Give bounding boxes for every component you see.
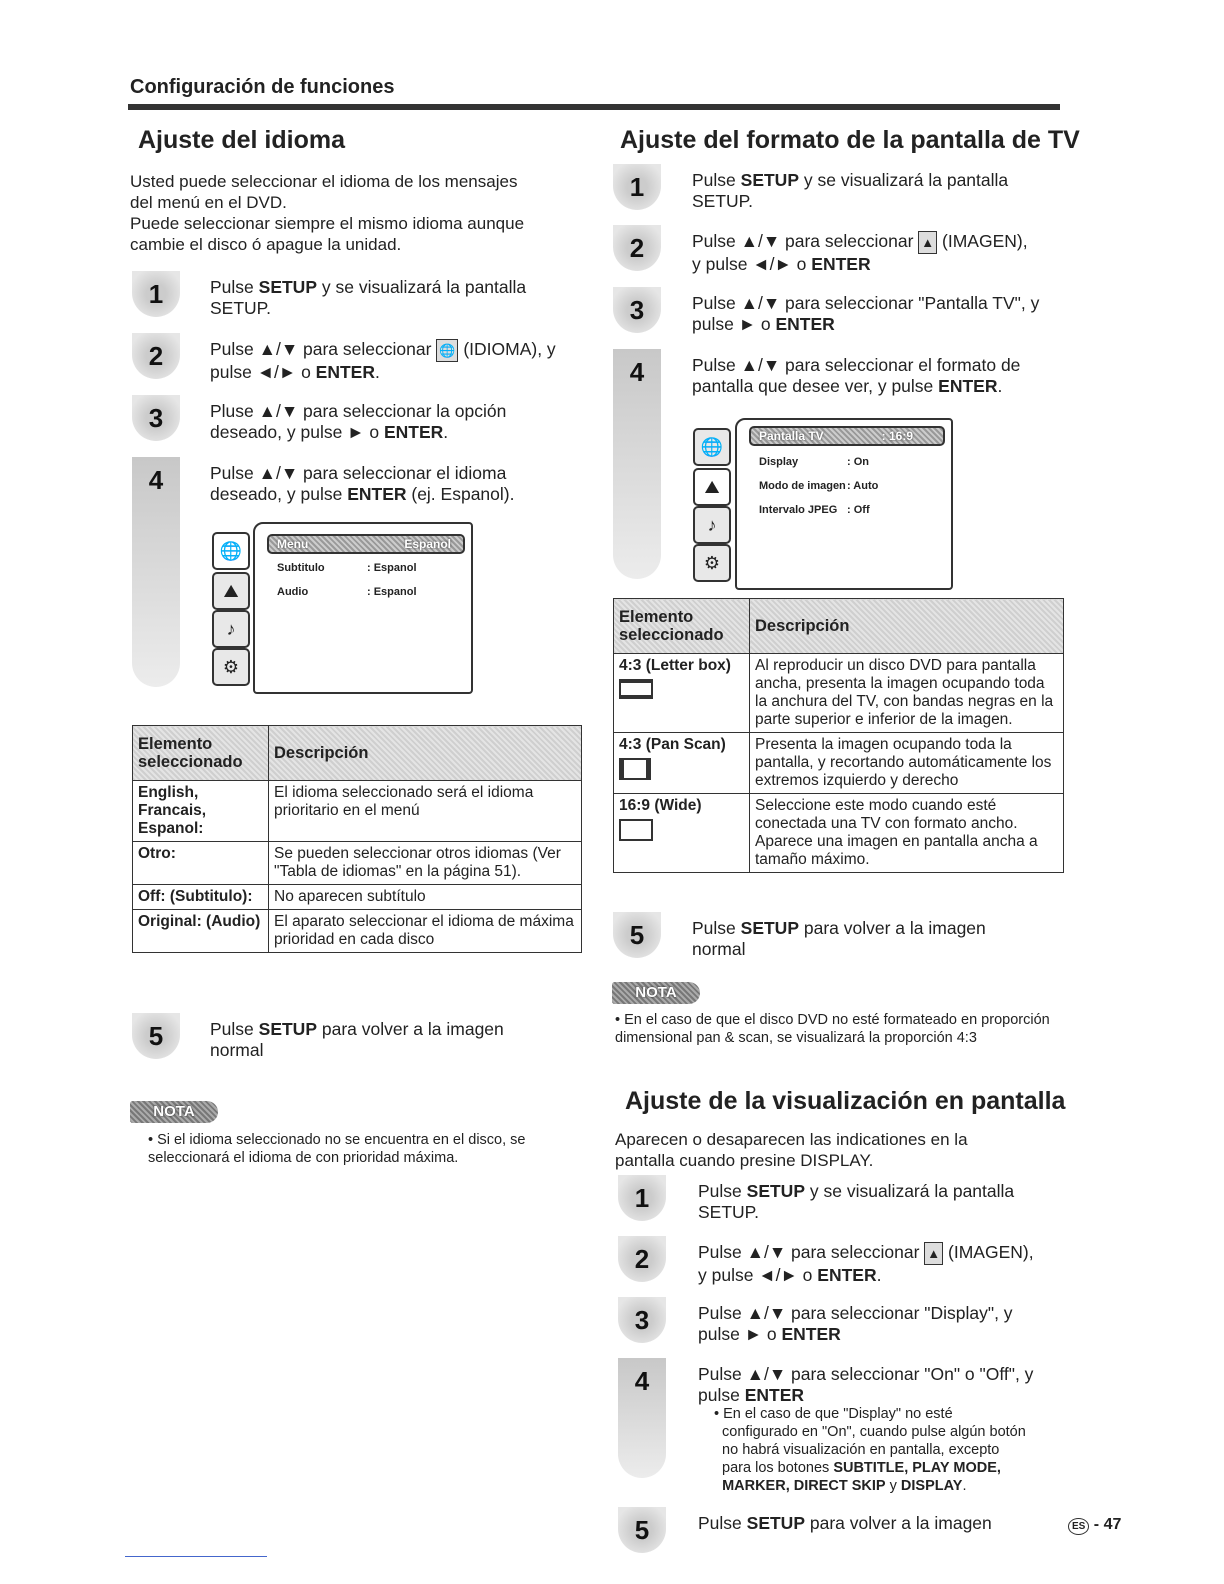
text: Pulse (698, 1513, 747, 1533)
right-title: Ajuste del formato de la pantalla de TV (620, 126, 1080, 154)
step-number-badge: 4 (613, 349, 661, 579)
text: Pulse ▲/▼ para seleccionar "Pantalla TV", y (692, 293, 1040, 313)
bold-text: ENTER (817, 1265, 877, 1285)
text: para volver a la imagen (317, 1019, 504, 1039)
step-5 (210, 1019, 504, 1061)
step-number-badge: 5 (613, 912, 661, 958)
bold-text: ENTER (383, 422, 444, 442)
left-intro (130, 171, 524, 255)
language-menu-screen (253, 522, 473, 694)
settings-tab-icon: ⚙ (693, 544, 731, 582)
text: para los botones (714, 1460, 834, 1476)
page-number-text: - 47 (1093, 1516, 1122, 1533)
text: deseado, y pulse (210, 484, 348, 504)
table-row (133, 842, 582, 885)
description-cell (750, 794, 1064, 873)
menu-bar-label: Pantalla TV (759, 429, 824, 443)
globe-tab-icon: 🌐 (436, 339, 458, 362)
step-number-badge: 2 (618, 1236, 666, 1282)
note-text: En el caso de que el disco DVD no esté formateado en proporción dimensional pan & scan, se visualizará la proporción 4:3 (615, 1012, 1050, 1046)
text: configurado en "On", cuando pulse algún botón (714, 1424, 1026, 1440)
column-header: Descripción (750, 599, 1064, 654)
audio-tab-icon: ♪ (693, 506, 731, 544)
text: pulse ► o (692, 314, 776, 334)
menu-title-bar (267, 534, 465, 554)
wide-icon (619, 819, 653, 841)
element-cell (133, 781, 269, 842)
step-line (698, 1265, 1034, 1286)
text: pulse ◄/► o (210, 362, 316, 382)
bold-text: ENTER (744, 1385, 805, 1405)
description-cell (269, 842, 582, 885)
text: (IDIOMA), y (458, 339, 556, 359)
step-line (210, 339, 556, 362)
globe-tab-icon: 🌐 (693, 428, 731, 466)
menu-title-bar (749, 426, 945, 446)
text: Pulse ▲/▼ para seleccionar el formato de (692, 355, 1021, 375)
cell-text: 4:3 (Letter box) (619, 657, 731, 674)
step-number-badge: 3 (613, 287, 661, 333)
cell-text: Otro: (138, 845, 176, 862)
step-line (714, 1441, 1026, 1459)
step-4 (692, 355, 1020, 397)
cell-text: Presenta la imagen ocupando toda la pantalla, y recortando automáticamente los extremos izquierdo y derecho (755, 736, 1052, 789)
step-line (698, 1242, 1034, 1265)
step-4 (210, 463, 514, 505)
picture-tab-icon: ⛰ (693, 468, 731, 506)
step-line (210, 463, 514, 484)
nota-badge: NOTA (612, 982, 700, 1004)
step-1 (692, 170, 1008, 212)
bold-text: ENTER (775, 314, 835, 334)
step-line (692, 314, 1039, 335)
step-2 (692, 231, 1028, 275)
text: SETUP. (692, 191, 753, 211)
text: . (374, 362, 380, 382)
page-number (1068, 1516, 1121, 1535)
cell-text: Se pueden seleccionar otros idiomas (Ver "Tabla de idiomas" en la página 51). (274, 845, 561, 880)
text: no habrá visualización en pantalla, excepto (714, 1442, 1000, 1458)
cell-text: Off: (Subtitulo): (138, 888, 253, 905)
picture-tab-icon: ▲ (924, 1242, 943, 1265)
right-note: • En el caso de que el disco DVD no esté formateado en proporción dimensional pan & scan, se visualizará la proporción 4:3 (615, 1012, 1050, 1046)
settings-tab-icon: ⚙ (212, 648, 250, 686)
step-3 (210, 401, 506, 443)
column-header: Elemento seleccionado (133, 726, 269, 781)
text: Pulse ▲/▼ para seleccionar (692, 231, 919, 251)
text: • En el caso de que "Display" no esté (714, 1406, 953, 1422)
text: Pulse ▲/▼ para seleccionar (698, 1242, 925, 1262)
table-header-row (614, 599, 1064, 654)
step-line (714, 1459, 1026, 1477)
text: . (876, 1265, 882, 1285)
bold-text: SETUP (740, 918, 799, 938)
text: . (997, 376, 1003, 396)
step-line (692, 376, 1020, 397)
column-header: Elemento seleccionado (614, 599, 750, 654)
menu-bar-value: : 16:9 (881, 429, 913, 443)
language-code-icon: ES (1068, 1518, 1089, 1535)
cell-text: El idioma seleccionado será el idioma prioritario en el menú (274, 784, 534, 819)
step-line (698, 1364, 1033, 1385)
step-line (692, 170, 1008, 191)
text: y se visualizará la pantalla (799, 170, 1009, 190)
nota-badge: NOTA (130, 1101, 218, 1123)
step-line (698, 1513, 992, 1534)
bold-text: SETUP (746, 1513, 805, 1533)
display-title: Ajuste de la visualización en pantalla (625, 1087, 1066, 1115)
text: (IMAGEN), (943, 1242, 1034, 1262)
text: SETUP. (210, 298, 271, 318)
step-line (210, 1040, 504, 1061)
step-number-badge: 2 (132, 333, 180, 379)
step-number-badge: 4 (132, 457, 180, 687)
bold-text: MARKER, DIRECT SKIP (722, 1478, 886, 1494)
step-1 (210, 277, 526, 319)
text: Pulse (692, 170, 741, 190)
step-line (698, 1385, 1033, 1406)
text: pulse (698, 1385, 745, 1405)
text: y pulse ◄/► o (692, 254, 812, 274)
text: y se visualizará la pantalla (317, 277, 527, 297)
cell-text: El aparato seleccionar el idioma de máxima prioridad en cada disco (274, 913, 574, 948)
menu-row-value: : Off (847, 504, 870, 516)
menu-bar-value: Espanol (404, 537, 451, 551)
element-cell (614, 794, 750, 873)
bold-text: SETUP (258, 277, 317, 297)
step-line (692, 918, 986, 939)
step-line (210, 277, 526, 298)
cell-text: 16:9 (Wide) (619, 797, 702, 814)
step-line (210, 401, 506, 422)
panscan-icon (619, 758, 651, 780)
description-cell (269, 781, 582, 842)
bold-text: ENTER (347, 484, 407, 504)
intro-line: pantalla cuando presine DISPLAY. (615, 1151, 874, 1170)
globe-tab-icon: 🌐 (212, 532, 250, 570)
step-line (714, 1477, 1026, 1495)
language-table (132, 725, 582, 953)
text: y pulse ◄/► o (698, 1265, 818, 1285)
table-header-row (133, 726, 582, 781)
step-3 (698, 1303, 1013, 1345)
audio-tab-icon: ♪ (212, 610, 250, 648)
bold-text: SETUP (746, 1181, 805, 1201)
step-line (698, 1202, 1014, 1223)
left-note: • Si el idioma seleccionado no se encuentra en el disco, se seleccionará el idioma de con prioridad máxima. (148, 1132, 526, 1166)
menu-row-label: Subtitulo (277, 562, 325, 574)
description-cell (269, 910, 582, 953)
step-1 (698, 1181, 1014, 1223)
step-number-badge: 5 (132, 1013, 180, 1059)
header-rule (128, 104, 1060, 110)
element-cell (614, 733, 750, 794)
text: . (962, 1478, 967, 1494)
table-row (614, 794, 1064, 873)
bold-text: SETUP (258, 1019, 317, 1039)
step-number-badge: 1 (613, 164, 661, 210)
bold-text: ENTER (938, 376, 998, 396)
bold-text: DISPLAY (900, 1478, 963, 1494)
text: pantalla que desee ver, y pulse (692, 376, 939, 396)
intro-line: del menú en el DVD. (130, 193, 287, 212)
description-cell (750, 733, 1064, 794)
cell-text: 4:3 (Pan Scan) (619, 736, 726, 753)
step4-note (714, 1405, 1026, 1495)
display-intro (615, 1129, 968, 1171)
text: Pluse ▲/▼ para seleccionar la opción (210, 401, 507, 421)
menu-row-value: : On (847, 456, 869, 468)
bold-text: SUBTITLE, PLAY MODE, (833, 1460, 1001, 1476)
footer-line (125, 1556, 267, 1557)
step-number-badge: 1 (132, 271, 180, 317)
step-4 (698, 1364, 1033, 1406)
picture-tab-icon: ▲ (918, 231, 937, 254)
step-line (210, 1019, 504, 1040)
bold-text: SETUP (740, 170, 799, 190)
step-line (210, 422, 506, 443)
text: y (885, 1478, 901, 1494)
step-line (692, 191, 1008, 212)
step-line (714, 1405, 1026, 1423)
cell-text: Seleccione este modo cuando esté conectada una TV con formato ancho. Aparece una imagen en pantalla ancha a tamaño máximo. (755, 797, 1038, 868)
step-line (698, 1303, 1013, 1324)
text: Pulse ▲/▼ para seleccionar "On" o "Off", y (698, 1364, 1034, 1384)
step-line (692, 231, 1028, 254)
menu-row-value: : Auto (847, 480, 879, 492)
menu-row-label: Modo de imagen (759, 480, 846, 492)
step-line (692, 355, 1020, 376)
cell-text: English, Francais, Espanol: (138, 784, 207, 837)
text: Pulse ▲/▼ para seleccionar "Display", y (698, 1303, 1013, 1323)
table-row (133, 885, 582, 910)
section-header: Configuración de funciones (130, 76, 395, 98)
screen-format-table (613, 598, 1064, 873)
table-row (614, 733, 1064, 794)
cell-text: Al reproducir un disco DVD para pantalla ancha, presenta la imagen ocupando toda la anchura del TV, con bandas negras en la parte superior e inferior de la imagen. (755, 657, 1054, 728)
cell-text: No aparecen subtítulo (274, 888, 426, 905)
step-number-badge: 2 (613, 225, 661, 271)
element-cell (133, 842, 269, 885)
description-cell (750, 654, 1064, 733)
step-number-badge: 3 (132, 395, 180, 441)
letterbox-icon (619, 679, 653, 699)
picture-tab-icon: ⛰ (212, 572, 250, 610)
text: (ej. Espanol). (406, 484, 515, 504)
step-line (714, 1423, 1026, 1441)
element-cell (614, 654, 750, 733)
bold-text: ENTER (811, 254, 871, 274)
description-cell (269, 885, 582, 910)
menu-row-label: Intervalo JPEG (759, 504, 838, 516)
step-line (210, 484, 514, 505)
element-cell (133, 885, 269, 910)
step-number-badge: 4 (618, 1358, 666, 1478)
text: Pulse ▲/▼ para seleccionar (210, 339, 437, 359)
menu-row-value: : Espanol (367, 586, 417, 598)
table-row (133, 910, 582, 953)
text (714, 1478, 722, 1494)
intro-line: cambie el disco ó apague la unidad. (130, 235, 402, 254)
text: Pulse (692, 918, 741, 938)
text: (IMAGEN), (937, 231, 1028, 251)
menu-row-value: : Espanol (367, 562, 417, 574)
table-row (133, 781, 582, 842)
cell-text: Original: (Audio) (138, 913, 261, 930)
step-line (698, 1181, 1014, 1202)
step-line (692, 293, 1039, 314)
intro-line: Aparecen o desaparecen las indicationes en la (615, 1130, 968, 1149)
text: normal (210, 1040, 264, 1060)
text: deseado, y pulse ► o (210, 422, 384, 442)
bold-text: ENTER (781, 1324, 841, 1344)
step-3 (692, 293, 1039, 335)
left-title: Ajuste del idioma (138, 126, 345, 154)
text: Pulse (210, 277, 259, 297)
step-line (210, 362, 556, 383)
step-line (692, 254, 1028, 275)
step-2 (210, 339, 556, 383)
step-line (210, 298, 526, 319)
element-cell (133, 910, 269, 953)
text: Pulse (210, 1019, 259, 1039)
text: normal (692, 939, 746, 959)
step-2 (698, 1242, 1034, 1286)
text: para volver a la imagen (805, 1513, 992, 1533)
step-line (698, 1324, 1013, 1345)
text: y se visualizará la pantalla (805, 1181, 1015, 1201)
text: Pulse (698, 1181, 747, 1201)
step-number-badge: 3 (618, 1297, 666, 1343)
intro-line: Puede seleccionar siempre el mismo idioma aunque (130, 214, 525, 233)
text: . (443, 422, 449, 442)
menu-row-label: Audio (277, 586, 309, 598)
text: pulse ► o (698, 1324, 782, 1344)
menu-bar-label: Menu (277, 537, 309, 551)
menu-row-label: Display (759, 456, 799, 468)
screen-format-menu-screen (735, 418, 953, 590)
intro-line: Usted puede seleccionar el idioma de los mensajes (130, 172, 518, 191)
bold-text: ENTER (315, 362, 375, 382)
step-5 (698, 1513, 992, 1534)
text: para volver a la imagen (799, 918, 986, 938)
column-header: Descripción (269, 726, 582, 781)
note-text: Si el idioma seleccionado no se encuentra en el disco, se seleccionará el idioma de con prioridad máxima. (148, 1132, 526, 1166)
text: SETUP. (698, 1202, 759, 1222)
step-5 (692, 918, 986, 960)
text: Pulse ▲/▼ para seleccionar el idioma (210, 463, 507, 483)
step-number-badge: 5 (618, 1507, 666, 1553)
step-line (692, 939, 986, 960)
step-number-badge: 1 (618, 1175, 666, 1221)
table-row (614, 654, 1064, 733)
